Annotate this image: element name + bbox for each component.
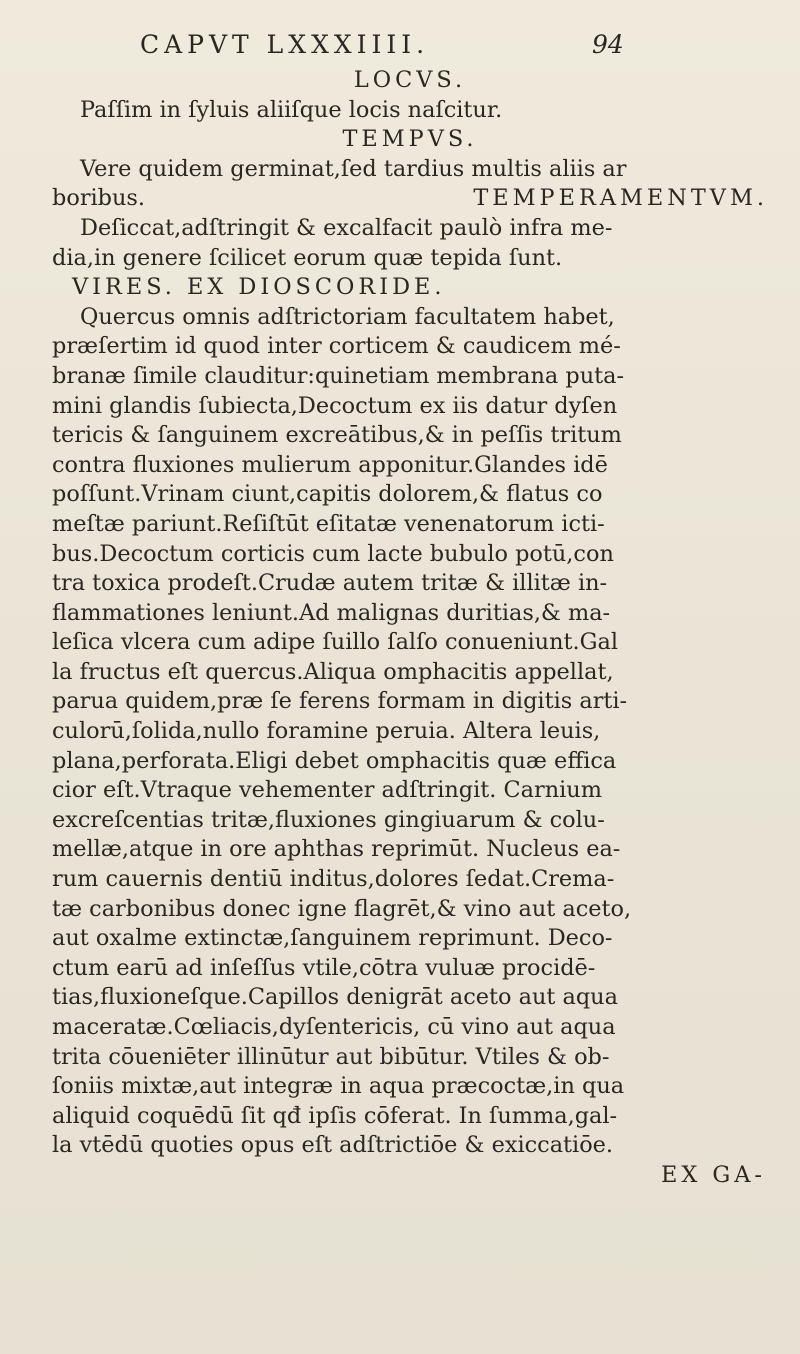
catchword-line — [52, 1161, 768, 1191]
text-line-with-heading — [52, 184, 768, 214]
text-line: excreſcentias tritæ,fluxiones gingiuarum & colu- — [52, 806, 605, 833]
text-line: bus.Decoctum corticis cum lacte bubulo potū,con — [52, 540, 614, 567]
text-line: la fructus eſt quercus.Aliqua omphacitis appellat, — [52, 658, 614, 685]
text-line: maceratæ.Cœliacis,dyſentericis, cū vino aut aqua — [52, 1014, 616, 1040]
text-line: culorū,ſolida,nullo foramine peruia. Altera leuis, — [52, 718, 601, 745]
text-line: Vere quidem germinat,ſed tardius multis aliis ar — [80, 155, 627, 182]
text-line: trita cōueniēter illinūtur aut bibūtur. Vtiles & ob- — [52, 1043, 610, 1070]
text-line: Quercus omnis adſtrictoriam facultatem habet, — [80, 303, 615, 330]
heading-vires: VIRES. EX DIOSCORIDE. — [72, 274, 446, 301]
text-line: mini glandis ſubiecta,Decoctum ex iis datur dyſen — [52, 392, 618, 419]
page-header — [0, 28, 800, 68]
text-line: contra fluxiones mulierum apponitur.Glandes idē — [52, 451, 608, 478]
text-line: Paſſim in ſyluis aliiſque locis naſcitur. — [80, 96, 503, 123]
text-line: tericis & ſanguinem excreātibus,& in peſſis tritum — [52, 422, 622, 449]
text-line: Deſiccat,adſtringit & excalfacit paulò infra me- — [80, 214, 613, 241]
heading-tempus: TEMPVS. — [342, 126, 478, 153]
text-line: flammationes leniunt.Ad malignas duritias,& ma- — [52, 599, 611, 626]
text-line: cior eſt.Vtraque vehementer adſtringit. Carnium — [52, 777, 602, 804]
text-line: præſertim id quod inter corticem & caudicem mé- — [52, 333, 621, 360]
text-line: boribus. — [52, 185, 146, 212]
text-line: tæ carbonibus donec igne flagrēt,& vino aut aceto, — [52, 895, 632, 922]
text-line: branæ ſimile clauditur:quinetiam membrana puta- — [52, 362, 625, 389]
running-head: CAPVT LXXXIIII. — [140, 30, 430, 59]
text-line: tias,fluxioneſque.Capillos denigrāt aceto aut aqua — [52, 984, 618, 1011]
text-line: tra toxica prodeſt.Crudæ autem tritæ & illitæ in- — [52, 570, 608, 597]
heading-temperamentum: TEMPERAMENTVM. — [473, 185, 768, 212]
text-line: aliquid coquēdū ſit qđ ipſis cōferat. In ſumma,gal- — [52, 1102, 618, 1129]
text-line: ſoniis mixtæ,aut integræ in aqua præcoctæ,in qua — [52, 1073, 625, 1100]
catchword: EX GA- — [660, 1161, 766, 1188]
text-line: parua quidem,præ ſe ferens formam in digitis arti- — [52, 688, 628, 715]
text-block — [52, 66, 768, 1191]
text-line: ctum earū ad inſeſſus vtile,cōtra vuluæ procidē- — [52, 954, 596, 981]
text-line: rum cauernis dentiū inditus,dolores ſedat.Crema- — [52, 866, 615, 893]
text-line: poſſunt.Vrinam ciunt,capitis dolorem,& flatus co — [52, 481, 603, 508]
heading-locus: LOCVS. — [353, 67, 467, 93]
text-line: la vtēdū quoties opus eſt adſtrictiōe & exiccatiōe. — [52, 1132, 614, 1159]
text-line: leſica vlcera cum adipe ſuillo ſalſo conueniunt.Gal — [52, 629, 619, 656]
text-line: plana,perforata.Eligi debet omphacitis quæ effica — [52, 747, 617, 774]
text-line: aut oxalme extinctæ,ſanguinem reprimunt. Deco- — [52, 925, 613, 952]
page-number: 94 — [592, 30, 624, 59]
text-line: dia,in genere ſcilicet eorum quæ tepida ſunt. — [52, 244, 563, 271]
text-line: meſtæ pariunt.Reſiſtūt eſitatæ venenatorum icti- — [52, 510, 605, 537]
text-line: mellæ,atque in ore aphthas reprimūt. Nucleus ea- — [52, 836, 621, 863]
